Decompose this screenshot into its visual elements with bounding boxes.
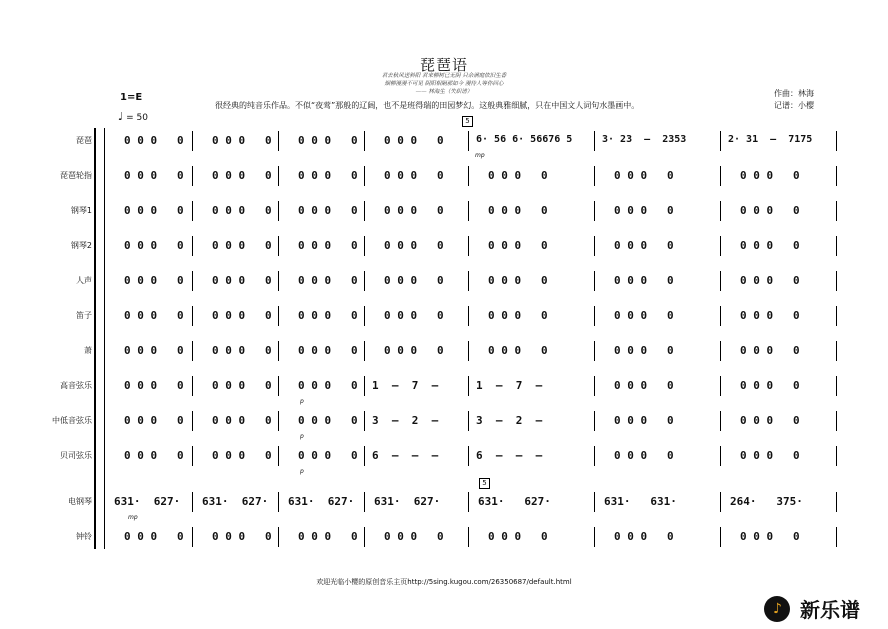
- notation-cell: 0 0 0 0: [124, 530, 184, 543]
- barline: [836, 131, 837, 151]
- notation-cell: 0 0 0 0: [488, 169, 548, 182]
- barline: [720, 306, 721, 326]
- barline: [836, 166, 837, 186]
- barline: [468, 236, 469, 256]
- barline: [594, 446, 595, 466]
- notation-cell: 0 0 0 0: [298, 169, 358, 182]
- notation-cell: 0 0 0 0: [212, 134, 272, 147]
- barline: [104, 446, 105, 466]
- notation-cell: 0 0 0 0: [124, 309, 184, 322]
- notation-cell: 0 0 0 0: [212, 379, 272, 392]
- barline: [278, 341, 279, 361]
- notation-cell: 0 0 0 0: [740, 449, 800, 462]
- notation-cell: 0 0 0 0: [298, 239, 358, 252]
- notation-cell: 0 0 0 0: [298, 134, 358, 147]
- barline: [104, 236, 105, 256]
- barline: [278, 306, 279, 326]
- instrument-label: 高音弦乐: [60, 381, 92, 390]
- notation-cell: 0 0 0 0: [614, 344, 674, 357]
- notation-cell: 0 0 0 0: [740, 530, 800, 543]
- barline: [104, 341, 105, 361]
- music-disc-icon: ♪: [764, 596, 790, 622]
- barline: [468, 131, 469, 151]
- notation-cell: 0 0 0 0: [298, 344, 358, 357]
- barline: [192, 306, 193, 326]
- barline: [594, 527, 595, 547]
- barline: [364, 166, 365, 186]
- barline: [720, 492, 721, 512]
- notation-cell: 0 0 0 0: [740, 239, 800, 252]
- barline: [104, 411, 105, 431]
- barline: [720, 341, 721, 361]
- notation-cell: 0 0 0 0: [212, 309, 272, 322]
- notation-cell: 0 0 0 0: [740, 379, 800, 392]
- notation-cell: 0 0 0 0: [384, 204, 444, 217]
- barline: [192, 492, 193, 512]
- barline: [278, 236, 279, 256]
- notation-cell: 0 0 0 0: [124, 274, 184, 287]
- notation-cell: 2· 31 – 7175: [728, 134, 813, 145]
- barline: [594, 376, 595, 396]
- barline: [836, 527, 837, 547]
- barline: [468, 527, 469, 547]
- barline: [104, 166, 105, 186]
- barline: [104, 201, 105, 221]
- notation-cell: 6· 56 6· 56676 5: [476, 134, 573, 145]
- transcriber: 记谱：小樱: [774, 101, 814, 110]
- notation-cell: 0 0 0 0: [488, 274, 548, 287]
- notation-cell: 631· 627·: [288, 495, 355, 508]
- barline: [104, 527, 105, 547]
- instrument-label: 笛子: [76, 311, 92, 320]
- notation-cell: 0 0 0 0: [488, 344, 548, 357]
- notation-cell: 0 0 0 0: [614, 414, 674, 427]
- footer-text: 欢迎光临小樱的原创音乐主页http://5sing.kugou.com/26350687/default.html: [316, 578, 572, 586]
- notation-cell: 3· 23 – 2353: [602, 134, 687, 145]
- barline: [468, 446, 469, 466]
- dynamic-mp: mp: [475, 152, 485, 159]
- barline: [720, 201, 721, 221]
- notation-cell: 3 – 2 –: [476, 414, 543, 427]
- instrument-label: 中低音弦乐: [52, 416, 92, 425]
- barline: [720, 527, 721, 547]
- notation-cell: 0 0 0 0: [298, 204, 358, 217]
- notation-cell: 0 0 0 0: [124, 414, 184, 427]
- barline: [468, 341, 469, 361]
- notation-cell: 0 0 0 0: [124, 449, 184, 462]
- instrument-label: 电钢琴: [68, 497, 92, 506]
- notation-cell: 0 0 0 0: [614, 239, 674, 252]
- barline: [278, 446, 279, 466]
- barline: [594, 166, 595, 186]
- barline: [720, 236, 721, 256]
- barline: [278, 166, 279, 186]
- barline: [192, 271, 193, 291]
- notation-cell: 0 0 0 0: [740, 414, 800, 427]
- poem-line: —— 林海生（失织谱）: [415, 89, 473, 95]
- barline: [192, 411, 193, 431]
- barline: [594, 492, 595, 512]
- notation-cell: 0 0 0 0: [614, 169, 674, 182]
- barline: [364, 411, 365, 431]
- notation-cell: 0 0 0 0: [614, 449, 674, 462]
- notation-cell: 0 0 0 0: [614, 204, 674, 217]
- barline: [364, 131, 365, 151]
- score-title: 琵琶语: [419, 56, 468, 74]
- poem-line: 烟柳漫漫不可见 阴阳相隔那如今 漫待人等你回心: [384, 81, 504, 87]
- notation-cell: 0 0 0 0: [384, 309, 444, 322]
- notation-cell: 0 0 0 0: [212, 344, 272, 357]
- tempo-marking: [118, 110, 148, 123]
- barline: [594, 201, 595, 221]
- notation-cell: 0 0 0 0: [488, 239, 548, 252]
- dynamic-p: p: [300, 468, 304, 475]
- notation-cell: 0 0 0 0: [384, 274, 444, 287]
- barline: [836, 306, 837, 326]
- notation-cell: 0 0 0 0: [124, 134, 184, 147]
- barline: [192, 166, 193, 186]
- notation-cell: 0 0 0 0: [298, 309, 358, 322]
- notation-cell: 1 – 7 –: [476, 379, 543, 392]
- notation-cell: 0 0 0 0: [614, 530, 674, 543]
- barline: [468, 492, 469, 512]
- barline: [594, 341, 595, 361]
- barline: [364, 376, 365, 396]
- notation-cell: 0 0 0 0: [212, 169, 272, 182]
- barline: [468, 271, 469, 291]
- notation-cell: 631· 627·: [114, 495, 181, 508]
- barline: [836, 446, 837, 466]
- barline: [104, 306, 105, 326]
- notation-cell: 0 0 0 0: [614, 309, 674, 322]
- barline: [192, 236, 193, 256]
- barline: [594, 306, 595, 326]
- barline: [364, 201, 365, 221]
- instrument-label: 贝司弦乐: [60, 451, 92, 460]
- instrument-label: 钢琴1: [70, 206, 92, 215]
- quarter-note-icon: ♩: [118, 110, 124, 123]
- barline: [364, 306, 365, 326]
- barline: [468, 306, 469, 326]
- barline: [720, 166, 721, 186]
- notation-cell: 0 0 0 0: [298, 274, 358, 287]
- dynamic-p: p: [300, 433, 304, 440]
- notation-cell: 0 0 0 0: [384, 344, 444, 357]
- barline: [104, 376, 105, 396]
- notation-cell: 0 0 0 0: [298, 379, 358, 392]
- notation-cell: 0 0 0 0: [212, 239, 272, 252]
- notation-cell: 0 0 0 0: [298, 414, 358, 427]
- notation-cell: 0 0 0 0: [298, 530, 358, 543]
- barline: [364, 492, 365, 512]
- instrument-label: 钟铃: [76, 532, 92, 541]
- notation-cell: 0 0 0 0: [740, 344, 800, 357]
- barline: [468, 201, 469, 221]
- dynamic-mp: mp: [128, 514, 138, 521]
- barline: [364, 527, 365, 547]
- notation-cell: 0 0 0 0: [740, 309, 800, 322]
- barline: [720, 376, 721, 396]
- notation-cell: 6 – – –: [476, 449, 543, 462]
- barline: [836, 271, 837, 291]
- logo-text: 新乐谱: [800, 598, 860, 622]
- system-bracket: [94, 128, 99, 549]
- barline: [192, 201, 193, 221]
- notation-cell: 0 0 0 0: [212, 274, 272, 287]
- instrument-label: 琵琶: [76, 136, 92, 145]
- barline: [192, 446, 193, 466]
- notation-cell: 0 0 0 0: [124, 379, 184, 392]
- rehearsal-mark: 5: [462, 116, 473, 127]
- barline: [192, 527, 193, 547]
- notation-cell: 0 0 0 0: [212, 414, 272, 427]
- notation-cell: 3 – 2 –: [372, 414, 439, 427]
- barline: [104, 131, 105, 151]
- notation-cell: 0 0 0 0: [740, 204, 800, 217]
- notation-cell: 6 – – –: [372, 449, 439, 462]
- dynamic-p: p: [300, 398, 304, 405]
- notation-cell: 0 0 0 0: [384, 530, 444, 543]
- barline: [364, 236, 365, 256]
- system-barline: [104, 128, 105, 549]
- barline: [278, 376, 279, 396]
- barline: [836, 236, 837, 256]
- key-signature: 1=E: [120, 92, 143, 103]
- notation-cell: 0 0 0 0: [124, 169, 184, 182]
- barline: [192, 376, 193, 396]
- notation-cell: 0 0 0 0: [212, 530, 272, 543]
- barline: [720, 446, 721, 466]
- notation-cell: 0 0 0 0: [124, 204, 184, 217]
- notation-cell: 0 0 0 0: [488, 204, 548, 217]
- barline: [720, 411, 721, 431]
- barline: [278, 131, 279, 151]
- barline: [468, 411, 469, 431]
- barline: [594, 411, 595, 431]
- barline: [104, 271, 105, 291]
- notation-cell: 0 0 0 0: [212, 449, 272, 462]
- barline: [836, 376, 837, 396]
- barline: [468, 166, 469, 186]
- barline: [720, 271, 721, 291]
- barline: [594, 131, 595, 151]
- barline: [278, 201, 279, 221]
- notation-cell: 0 0 0 0: [740, 274, 800, 287]
- instrument-label: 人声: [76, 276, 92, 285]
- instrument-label: 萧: [84, 346, 92, 355]
- barline: [594, 271, 595, 291]
- notation-cell: 0 0 0 0: [124, 344, 184, 357]
- barline: [278, 492, 279, 512]
- barline: [720, 131, 721, 151]
- notation-cell: 0 0 0 0: [384, 134, 444, 147]
- notation-cell: 0 0 0 0: [740, 169, 800, 182]
- notation-cell: 631· 627·: [202, 495, 269, 508]
- barline: [192, 341, 193, 361]
- barline: [364, 271, 365, 291]
- notation-cell: 631· 627·: [374, 495, 441, 508]
- notation-cell: 0 0 0 0: [124, 239, 184, 252]
- composer: 作曲：林海: [774, 89, 814, 98]
- barline: [278, 527, 279, 547]
- barline: [278, 411, 279, 431]
- notation-cell: 0 0 0 0: [614, 379, 674, 392]
- barline: [364, 341, 365, 361]
- notation-cell: 0 0 0 0: [298, 449, 358, 462]
- barline: [278, 271, 279, 291]
- barline: [594, 236, 595, 256]
- notation-cell: 631· 631·: [604, 495, 677, 508]
- notation-cell: 631· 627·: [478, 495, 551, 508]
- rehearsal-mark: 5: [479, 478, 490, 489]
- instrument-label: 钢琴2: [70, 241, 92, 250]
- instrument-label: 琵琶轮指: [60, 171, 92, 180]
- notation-cell: 0 0 0 0: [212, 204, 272, 217]
- poem-line: 君去秋风送斜阳 君来柳树已无阴 只余满庭依旧生香: [381, 73, 507, 79]
- barline: [104, 492, 105, 512]
- notation-cell: 264· 375·: [730, 495, 803, 508]
- notation-cell: 0 0 0 0: [384, 169, 444, 182]
- barline: [836, 492, 837, 512]
- notation-cell: 0 0 0 0: [488, 530, 548, 543]
- notation-cell: 0 0 0 0: [614, 274, 674, 287]
- notation-cell: 0 0 0 0: [488, 309, 548, 322]
- notation-cell: 0 0 0 0: [384, 239, 444, 252]
- intro-text: 很经典的纯音乐作品。不似“夜莺”那般的辽阔，也不是班得瑞的田园梦幻。这般典雅细腻，只在中国文人词句水墨画中。: [215, 101, 640, 110]
- notation-cell: 1 – 7 –: [372, 379, 439, 392]
- tempo-value: = 50: [126, 113, 148, 123]
- barline: [192, 131, 193, 151]
- barline: [836, 341, 837, 361]
- barline: [836, 411, 837, 431]
- barline: [468, 376, 469, 396]
- barline: [836, 201, 837, 221]
- barline: [364, 446, 365, 466]
